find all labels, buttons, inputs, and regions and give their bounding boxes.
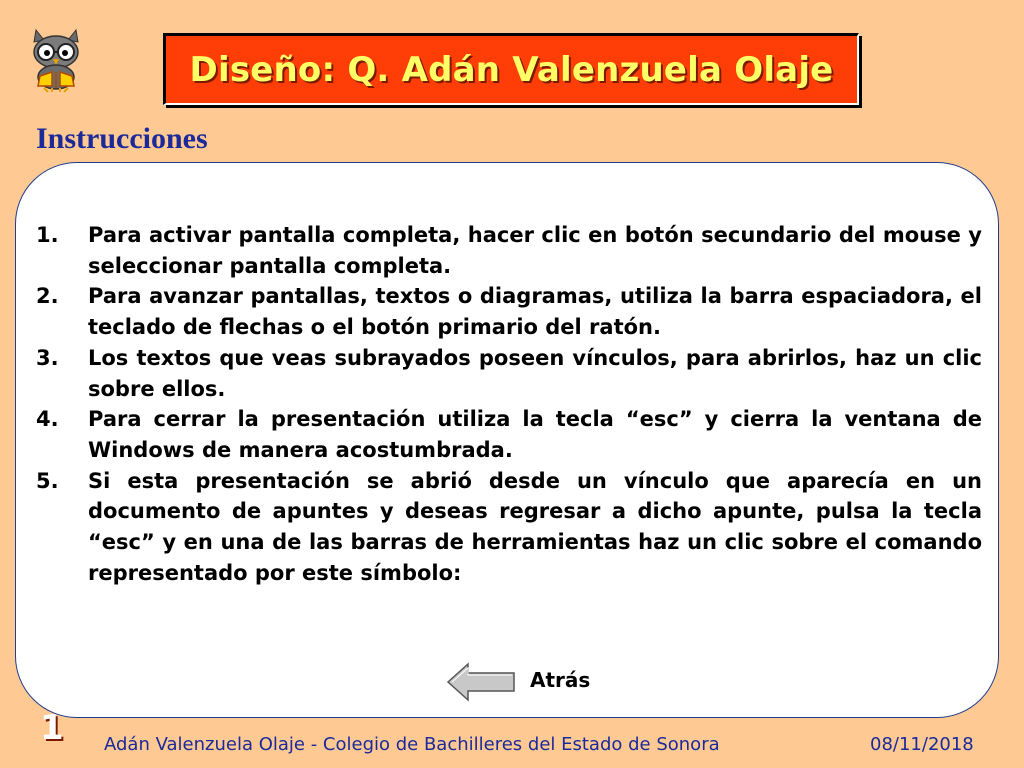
owl-icon: [22, 22, 90, 94]
step-number: 4.: [36, 407, 59, 432]
step-text: Para activar pantalla completa, hacer clic en botón secundario del mouse y seleccionar pantalla completa.: [88, 223, 982, 278]
step-text: Para avanzar pantallas, textos o diagramas, utiliza la barra espaciadora, el teclado de flechas o el botón primario del ratón.: [88, 284, 982, 340]
footer-date: 08/11/2018: [870, 734, 974, 755]
step-number: 2.: [36, 284, 59, 309]
list-item: [36, 404, 982, 465]
back-label[interactable]: Atrás: [530, 668, 591, 692]
instruction-list: [36, 220, 982, 588]
step-text: Los textos que veas subrayados poseen vínculos, para abrirlos, haz un clic sobre ellos.: [88, 345, 982, 401]
step-number: 1.: [36, 223, 59, 247]
back-arrow-icon[interactable]: [446, 662, 516, 702]
slide-number: 1: [40, 708, 64, 748]
section-heading: Instrucciones: [36, 122, 208, 155]
back-button[interactable]: [446, 662, 516, 702]
step-text: Si esta presentación se abrió desde un vínculo que aparecía en un documento de apuntes y deseas regresar a dicho apunte, pulsa la tecla “esc” y en una de las barras de herramientas haz un clic sobre el comando representado por este símbolo:: [88, 468, 982, 585]
list-item: [36, 466, 982, 589]
list-item: [36, 220, 982, 281]
step-number: 5.: [36, 468, 59, 493]
list-item: [36, 281, 982, 342]
step-text: Para cerrar la presentación utiliza la tecla “esc” y cierra la ventana de Windows de manera acostumbrada.: [88, 407, 982, 462]
list-item: [36, 343, 982, 404]
title-banner: [163, 33, 859, 105]
slide-title: Diseño: Q. Adán Valenzuela Olaje: [189, 49, 834, 90]
step-number: 3.: [36, 345, 59, 370]
footer-author: Adán Valenzuela Olaje - Colegio de Bachilleres del Estado de Sonora: [104, 734, 720, 755]
